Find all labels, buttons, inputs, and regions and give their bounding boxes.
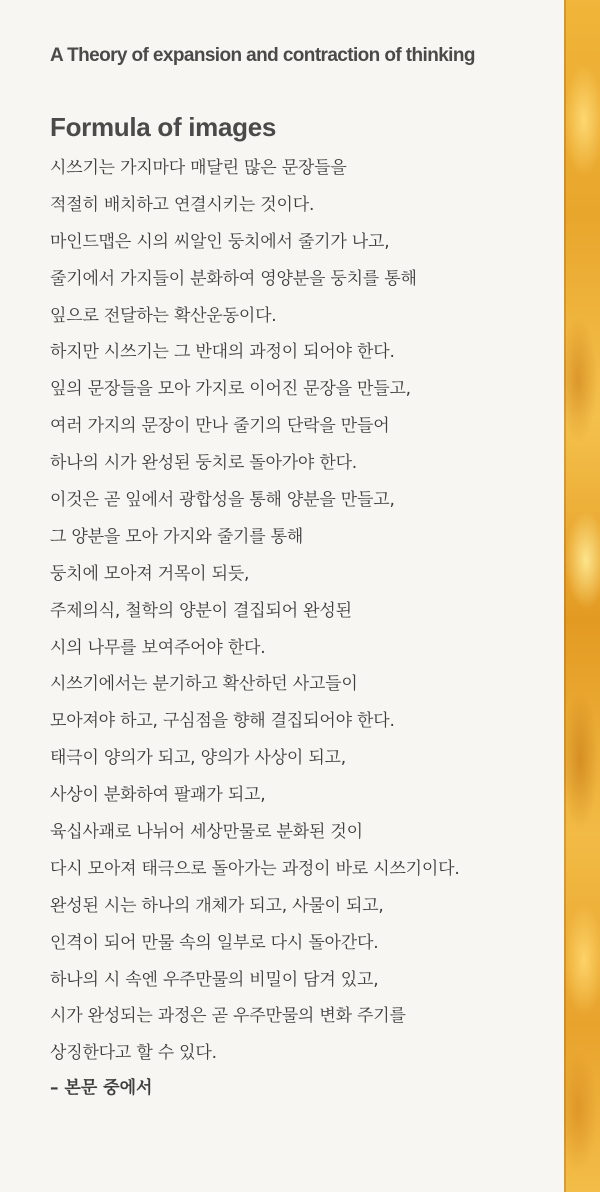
text-line: 시가 완성되는 과정은 곧 우주만물의 변화 주기를	[50, 1006, 406, 1027]
text-line: 태극이 양의가 되고, 양의가 사상이 되고,	[50, 748, 346, 769]
text-line: 시쓰기에서는 분기하고 확산하던 사고들이	[50, 674, 358, 695]
text-line: 주제의식, 철학의 양분이 결집되어 완성된	[50, 600, 352, 621]
text-line: 시쓰기는 가지마다 매달린 많은 문장들을	[50, 158, 347, 178]
text-line: 완성된 시는 하나의 개체가 되고, 사물이 되고,	[50, 895, 384, 916]
text-line: 여러 가지의 문장이 만나 줄기의 단락을 만들어	[50, 416, 390, 437]
text-line: 인격이 되어 만물 속의 일부로 다시 돌아간다.	[50, 932, 379, 953]
text-line: 시의 나무를 보여주어야 한다.	[50, 637, 266, 658]
text-line: 하지만 시쓰기는 그 반대의 과정이 되어야 한다.	[50, 342, 395, 363]
text-line: 이것은 곧 잎에서 광합성을 통해 양분을 만들고,	[50, 490, 395, 511]
page-subtitle: A Theory of expansion and contraction of thinking	[50, 45, 475, 66]
text-line: 줄기에서 가지들이 분화하여 영양분을 둥치를 통해	[50, 268, 417, 289]
text-line: 마인드맵은 시의 씨알인 둥치에서 줄기가 나고,	[50, 231, 390, 252]
text-line: 다시 모아져 태극으로 돌아가는 과정이 바로 시쓰기이다.	[50, 858, 460, 879]
text-line: 사상이 분화하여 팔괘가 되고,	[50, 785, 266, 806]
text-line: 하나의 시가 완성된 둥치로 돌아가야 한다.	[50, 453, 357, 474]
painting-edge-image	[564, 0, 600, 1192]
text-line: 하나의 시 속엔 우주만물의 비밀이 담겨 있고,	[50, 969, 379, 990]
text-line: 상징한다고 할 수 있다.	[50, 1043, 217, 1064]
page-heading: Formula of images	[50, 112, 277, 142]
text-line: 둥치에 모아져 거목이 되듯,	[50, 563, 250, 584]
source-attribution: – 본문 중에서	[50, 1078, 153, 1098]
text-line: 잎으로 전달하는 확산운동이다.	[50, 305, 277, 326]
text-line: 적절히 배치하고 연결시키는 것이다.	[50, 194, 315, 215]
text-line: 잎의 문장들을 모아 가지로 이어진 문장을 만들고,	[50, 379, 411, 400]
text-line: 육십사괘로 나뉘어 세상만물로 분화된 것이	[50, 822, 363, 843]
text-line: 모아져야 하고, 구심점을 향해 결집되어야 한다.	[50, 711, 395, 732]
text-line: 그 양분을 모아 가지와 줄기를 통해	[50, 526, 304, 547]
body-text	[50, 153, 460, 1075]
